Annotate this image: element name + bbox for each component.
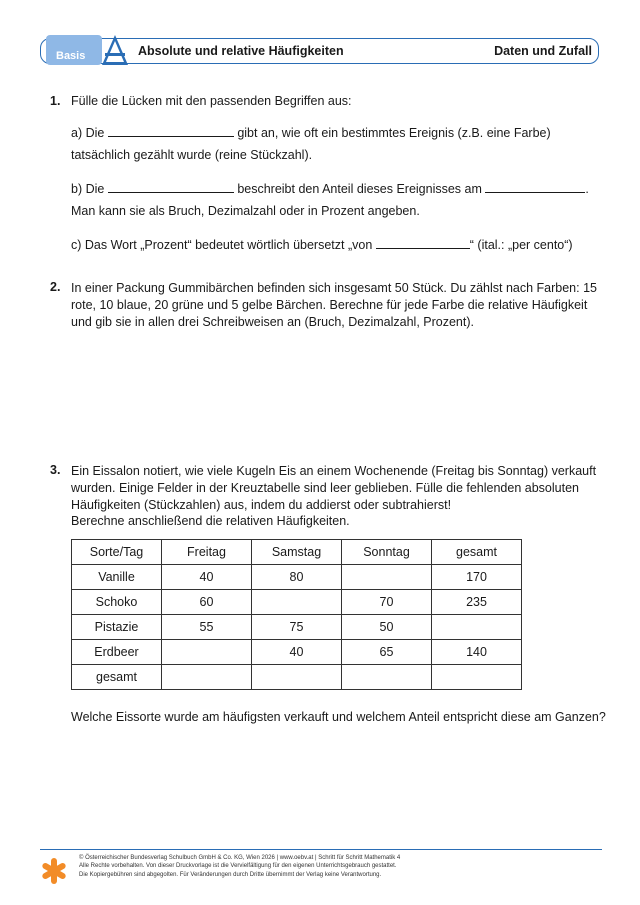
pyramid-icon xyxy=(100,33,130,67)
table-cell xyxy=(252,590,342,615)
task1-intro: Fülle die Lücken mit den passenden Begriffen aus: xyxy=(71,94,352,108)
task1-a-post: gibt an, wie oft ein bestimmtes Ereignis (z.B. eine Farbe) xyxy=(237,126,551,140)
table-cell: 235 xyxy=(432,590,522,615)
footer-line-2: Alle Rechte vorbehalten. Von dieser Druckvorlage ist die Vervielfältigung für den eigenen Unterrichtsgebrauch gestattet. xyxy=(79,863,397,870)
copyright-text xyxy=(79,854,400,879)
blank-c[interactable] xyxy=(376,237,470,249)
table-cell xyxy=(342,665,432,690)
table-cell: gesamt xyxy=(72,665,162,690)
badge-label: Basis xyxy=(56,50,86,62)
task2-number: 2. xyxy=(50,280,61,294)
task1-b-mid: beschreibt den Anteil dieses Ereignisses am xyxy=(237,182,482,196)
table-cell: 50 xyxy=(342,615,432,640)
table-cell: 40 xyxy=(162,565,252,590)
table-cell: 80 xyxy=(252,565,342,590)
task1-c-pre: c) Das Wort „Prozent“ bedeutet wörtlich übersetzt „von xyxy=(71,238,373,252)
table-cell xyxy=(342,565,432,590)
table-cell xyxy=(162,665,252,690)
table-cell: 170 xyxy=(432,565,522,590)
footer-divider xyxy=(40,849,602,850)
task1-b-line1 xyxy=(71,181,589,196)
task2-text: In einer Packung Gummibärchen befinden sich insgesamt 50 Stück. Du zählst nach Farben: 15 rote, 10 blaue, 20 grüne und 5 gelbe Bärchen. Berechne für jede Farbe die relative Häufigkeit und gib sie in allen drei Schreibweisen an (Bruch, Dezimalzahl, Prozent). xyxy=(71,281,597,329)
level-badge xyxy=(46,33,130,67)
task1-c-line xyxy=(71,237,573,252)
task1-b-pre: b) Die xyxy=(71,182,105,196)
table-header: Sonntag xyxy=(342,540,432,565)
footer-line-3: Die Kopiergebühren sind abgegolten. Für Veränderungen durch Dritte übernimmt der Verlag keine Verantwortung. xyxy=(79,871,382,878)
table-cell: 140 xyxy=(432,640,522,665)
table-cell: 70 xyxy=(342,590,432,615)
task1-number: 1. xyxy=(50,94,61,108)
task1-b-line2: Man kann sie als Bruch, Dezimalzahl oder in Prozent angeben. xyxy=(71,204,420,218)
sales-table xyxy=(71,539,522,690)
task1-c-post: “ (ital.: „per cento“) xyxy=(469,238,573,252)
footer-line-1: © Österreichischer Bundesverlag Schulbuch GmbH & Co. KG, Wien 2026 | www.oebv.at | Schritt für Schritt Mathematik 4 xyxy=(79,855,401,861)
table-header: Samstag xyxy=(252,540,342,565)
topic-label: Daten und Zufall xyxy=(494,44,592,58)
table-header-row xyxy=(72,540,522,565)
table-cell: 65 xyxy=(342,640,432,665)
table-cell: Pistazie xyxy=(72,615,162,640)
table-cell: Schoko xyxy=(72,590,162,615)
table-header: Freitag xyxy=(162,540,252,565)
task3-text: Ein Eissalon notiert, wie viele Kugeln Eis an einem Wochenende (Freitag bis Sonntag) verkauft wurden. Einige Felder in der Kreuztabelle sind leer geblieben. Fülle die fehlenden absoluten Häufigkeiten (Stückzahlen) aus, indem du addierst oder subtrahierst! xyxy=(71,464,597,512)
table-header: gesamt xyxy=(432,540,522,565)
table-cell xyxy=(432,615,522,640)
table-cell xyxy=(162,640,252,665)
table-cell xyxy=(432,665,522,690)
table-row xyxy=(72,590,522,615)
task3-text2: Berechne anschließend die relativen Häufigkeiten. xyxy=(71,514,350,528)
table-cell: 60 xyxy=(162,590,252,615)
task1-a-pre: a) Die xyxy=(71,126,105,140)
table-row xyxy=(72,615,522,640)
worksheet-title: Absolute und relative Häufigkeiten xyxy=(138,44,344,58)
blank-b2[interactable] xyxy=(485,181,585,193)
table-cell: Erdbeer xyxy=(72,640,162,665)
table-cell: Vanille xyxy=(72,565,162,590)
table-row xyxy=(72,665,522,690)
table-header: Sorte/Tag xyxy=(72,540,162,565)
task1-a-line1 xyxy=(71,125,551,140)
task3-question: Welche Eissorte wurde am häufigsten verkauft und welchem Anteil entspricht diese am Ganzen? xyxy=(71,710,606,724)
task1-b-end: . xyxy=(585,182,589,196)
table-cell: 55 xyxy=(162,615,252,640)
table-row xyxy=(72,640,522,665)
table-row xyxy=(72,565,522,590)
task3-number: 3. xyxy=(50,463,61,477)
blank-b1[interactable] xyxy=(108,181,234,193)
table-cell xyxy=(252,665,342,690)
table-cell: 40 xyxy=(252,640,342,665)
task1-a-line2: tatsächlich gezählt wurde (reine Stückzahl). xyxy=(71,148,313,162)
publisher-logo-icon xyxy=(40,857,68,885)
blank-a[interactable] xyxy=(108,125,234,137)
table-cell: 75 xyxy=(252,615,342,640)
